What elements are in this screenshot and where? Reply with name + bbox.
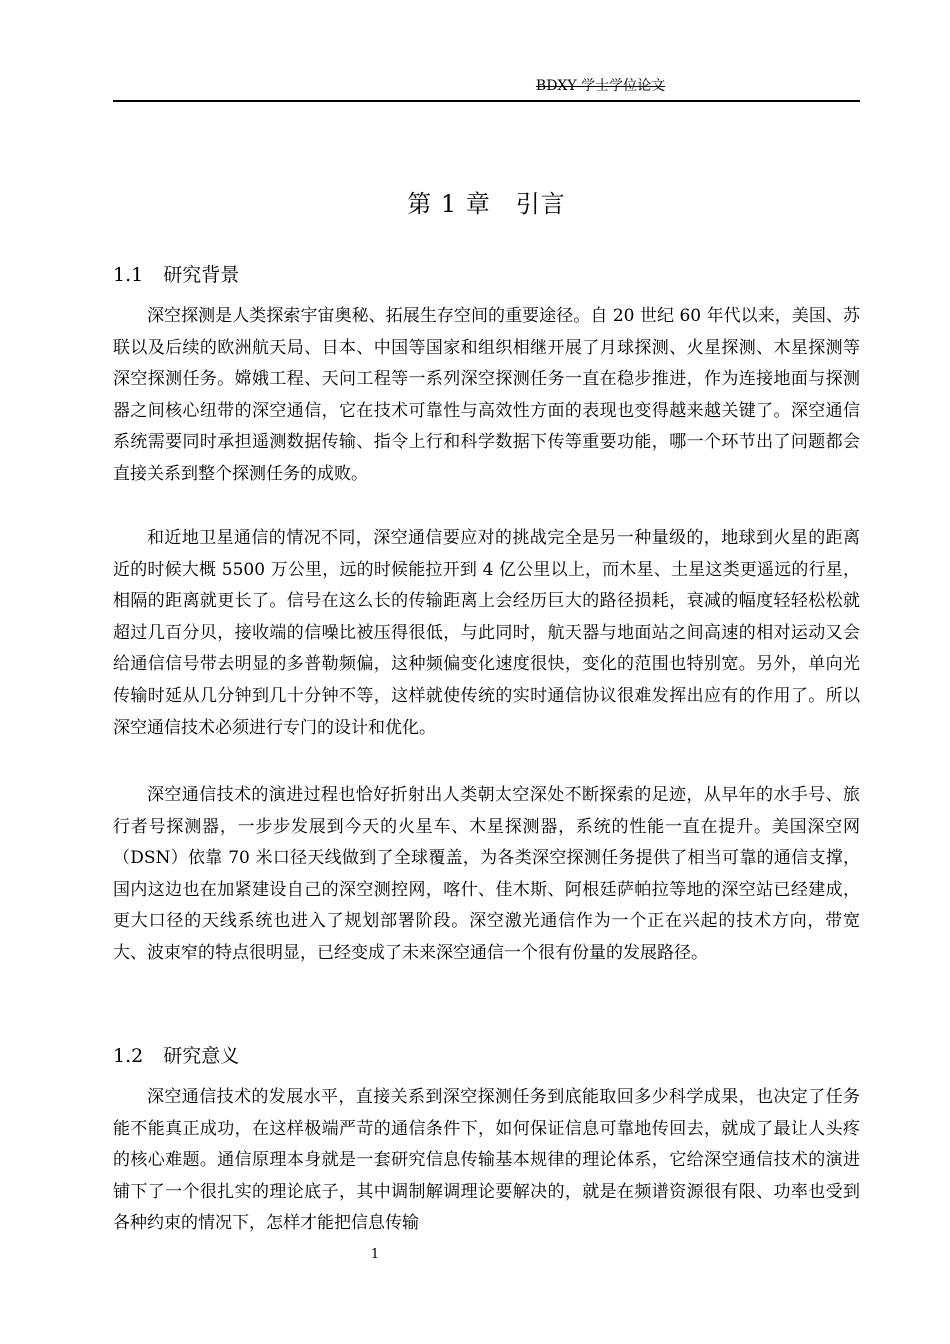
section-title: 研究意义 xyxy=(163,1045,240,1067)
chapter-title: 第 1 章 引言 xyxy=(407,190,566,218)
section-number: 1.2 xyxy=(113,1045,144,1067)
section-title: 研究背景 xyxy=(163,264,240,286)
section-heading-1-2 xyxy=(113,1042,860,1070)
section-number: 1.1 xyxy=(113,264,144,286)
section-heading-1-1 xyxy=(113,261,860,289)
paragraph: 深空通信技术的发展水平，直接关系到深空探测任务到底能取回多少科学成果，也决定了任务能不能真正成功，在这样极端严苛的通信条件下，如何保证信息可靠地传回去，就成了最让人头疼的核心难题。通信原理本身就是一套研究信息传输基本规律的理论体系，它给深空通信技术的演进铺下了一个很扎实的理论底子，其中调制解调理论要解决的，就是在频谱资源很有限、功率也受到各种约束的情况下，怎样才能把信息传输 xyxy=(113,1087,860,1234)
header-text: BDXY 学士学位论文 xyxy=(535,78,666,94)
page-number: 1 xyxy=(370,1247,380,1262)
paragraph: 深空探测是人类探索宇宙奥秘、拓展生存空间的重要途径。自 20 世纪 60 年代以来，美国、苏联以及后续的欧洲航天局、日本、中国等国家和组织相继开展了月球探测、火星探测、木星探测等深空探测任务。嫦娥工程、天问工程等一系列深空探测任务一直在稳步推进，作为连接地面与探测器之间核心纽带的深空通信，它在技术可靠性与高效性方面的表现也变得越来越关键了。深空通信系统需要同时承担遥测数据传输、指令上行和科学数据下传等重要功能，哪一个环节出了问题都会直接关系到整个探测任务的成败。 xyxy=(113,306,860,484)
header-rule xyxy=(113,100,860,102)
page-header xyxy=(113,76,860,100)
paragraph: 深空通信技术的演进过程也恰好折射出人类朝太空深处不断探索的足迹，从早年的水手号、旅行者号探测器，一步步发展到今天的火星车、木星探测器，系统的性能一直在提升。美国深空网（DSN）依靠 70 米口径天线做到了全球覆盖，为各类深空探测任务提供了相当可靠的通信支撑，国内这边也在加紧建设自己的深空测控网，喀什、佳木斯、阿根廷萨帕拉等地的深空站已经建成，更大口径的天线系统也进入了规划部署阶段。深空激光通信作为一个正在兴起的技术方向，带宽大、波束窄的特点很明显，已经变成了未来深空通信一个很有份量的发展路径。 xyxy=(113,785,860,963)
paragraph: 和近地卫星通信的情况不同，深空通信要应对的挑战完全是另一种量级的，地球到火星的距离近的时候大概 5500 万公里，远的时候能拉开到 4 亿公里以上，而木星、土星这类更遥远的行星，相隔的距离就更长了。信号在这么长的传输距离上会经历巨大的路径损耗，衰减的幅度轻轻松松就超过几百分贝，接收端的信噪比被压得很低，与此同时，航天器与地面站之间高速的相对运动又会给通信信号带去明显的多普勒频偏，这种频偏变化速度很快，变化的范围也特别宽。另外，单向光传输时延从几分钟到几十分钟不等，这样就使传统的实时通信协议很难发挥出应有的作用了。所以深空通信技术必须进行专门的设计和优化。 xyxy=(113,528,860,738)
